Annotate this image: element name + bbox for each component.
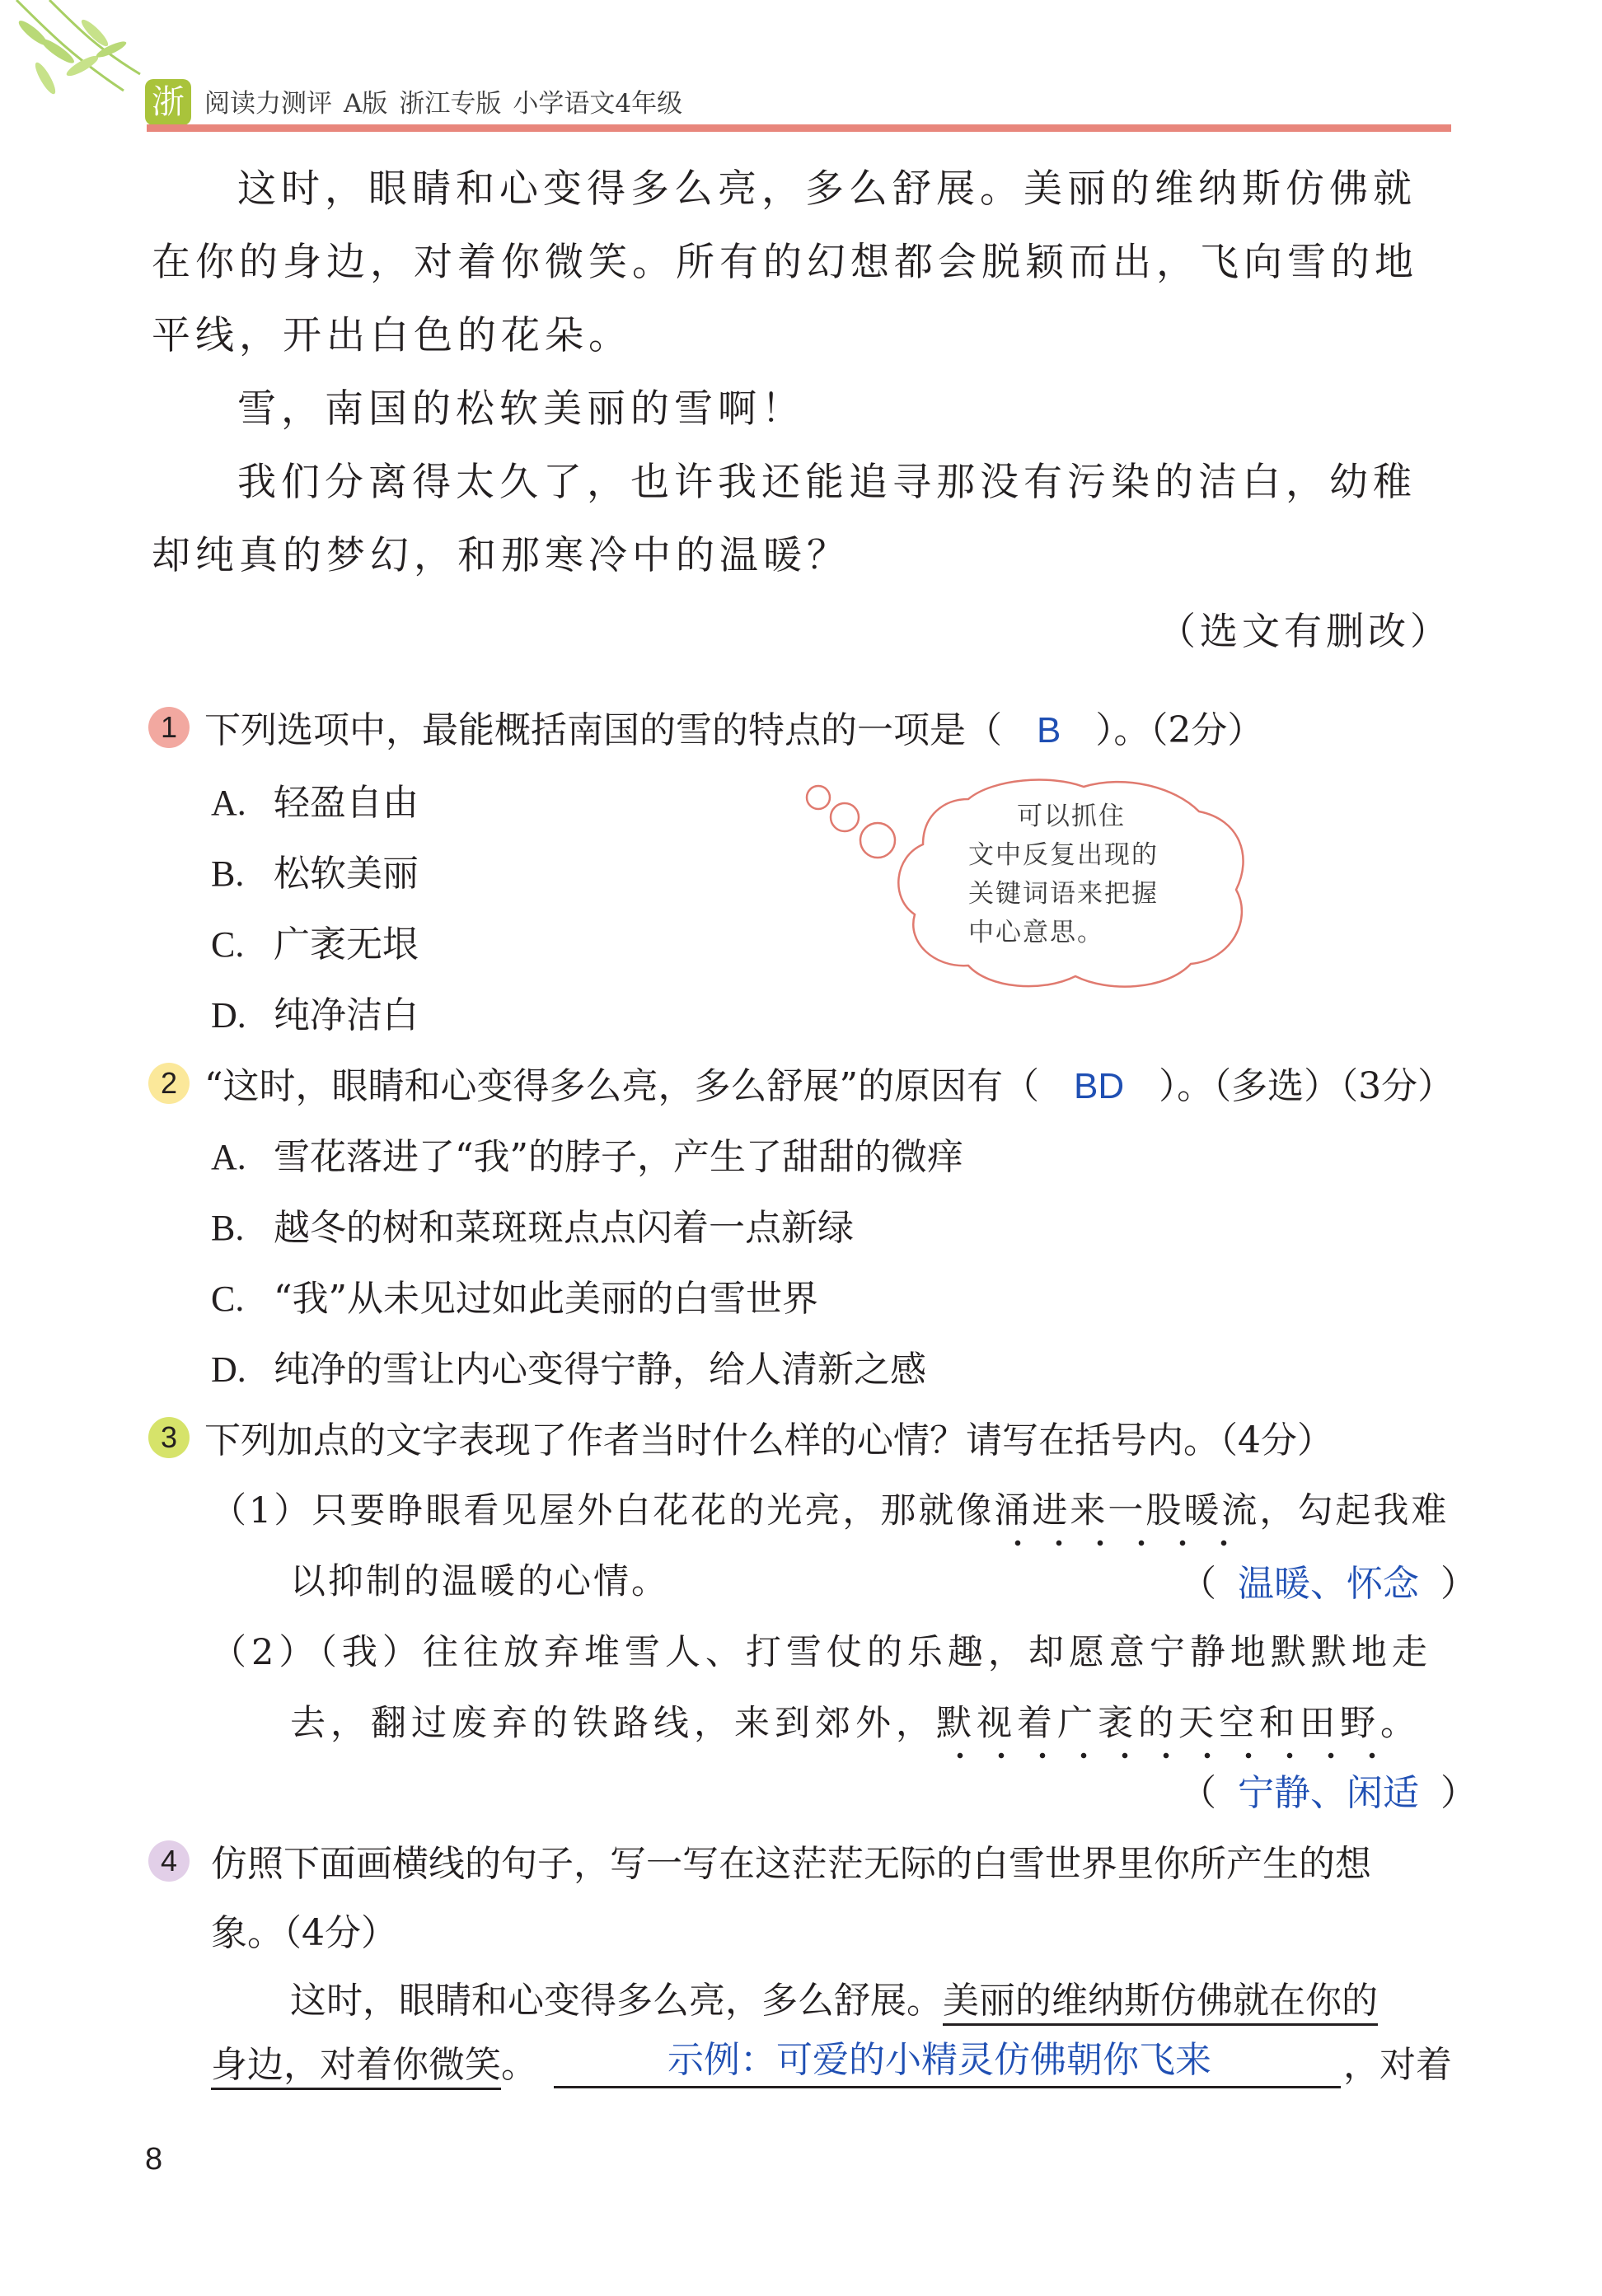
question-4-stem-line1: 仿照下面画横线的句子，写一写在这茫茫无际的白雪世界里你所产生的想 xyxy=(211,1843,1371,1885)
q3-sub1-dotted-text: 涌进来一股暖流 xyxy=(994,1490,1260,1531)
question-1-stem: 下列选项中，最能概括南国的雪的特点的一项是（ B ）。（2分） xyxy=(204,709,1264,751)
question-3-stem: 下列加点的文字表现了作者当时什么样的心情？请写在括号内。（4分） xyxy=(204,1419,1333,1461)
q4-model-line1: 这时，眼睛和心变得多么亮，多么舒展。美丽的维纳斯仿佛就在你的 xyxy=(290,1971,1378,2023)
q2-option-d: D. 纯净的雪让内心变得宁静，给人清新之感 xyxy=(211,1349,926,1391)
question-2-number: 2 xyxy=(148,1063,190,1104)
q4-answer-blank xyxy=(554,2086,1341,2088)
q2-option-a: A. 雪花落进了“我”的脖子，产生了甜甜的微痒 xyxy=(211,1136,963,1178)
q3-sub2-line2: 去，翻过废弃的铁路线，来到郊外，默视着广袤的天空和田野。 xyxy=(290,1703,1421,1744)
q3-sub2-answer: 宁静、闲适 xyxy=(1238,1773,1419,1813)
q2-option-b: B. 越冬的树和菜斑斑点点闪着一点新绿 xyxy=(211,1207,854,1249)
q3-sub1-answer: 温暖、怀念 xyxy=(1238,1564,1419,1604)
header-region: 浙江专版 xyxy=(399,89,502,119)
region-badge: 浙 xyxy=(145,79,191,125)
q4-model-underlined-1: 美丽的维纳斯仿佛就在你的 xyxy=(943,1980,1378,2026)
q3-sub1-line1: （1）只要睁眼看见屋外白花花的光亮，那就像涌进来一股暖流，勾起我难 xyxy=(211,1490,1450,1531)
book-header xyxy=(204,82,694,119)
q3-sub2-dotted-text: 默视着广袤的天空和田野 xyxy=(936,1703,1380,1744)
passage-paragraph-1: 这时，眼睛和心变得多么亮，多么舒展。美丽的维纳斯仿佛就在你的身边，对着你微笑。所有的幻想都会脱颖而出，飞向雪的地平线，开出白色的花朵。 xyxy=(152,166,1418,358)
page-number: 8 xyxy=(145,2142,163,2177)
q2-option-c: C. “我”从未见过如此美丽的白雪世界 xyxy=(211,1278,818,1320)
willow-leaf-decoration xyxy=(0,0,190,157)
q4-tail: ，对着 xyxy=(1343,2044,1452,2086)
q1-option-b: B. 松软美丽 xyxy=(211,853,419,895)
question-4-stem-line2: 象。（4分） xyxy=(211,1912,397,1954)
header-subject: 小学语文4年级 xyxy=(513,89,683,119)
tip-text: 可以抓住 文中反复出现的 关键词语来把握 中心意思。 xyxy=(968,802,1159,947)
question-2-answer: BD xyxy=(1074,1066,1125,1106)
question-2-stem: “这时，眼睛和心变得多么亮，多么舒展”的原因有（ BD ）。（多选）（3分） xyxy=(204,1065,1454,1107)
passage-paragraph-2: 雪，南国的松软美丽的雪啊！ xyxy=(237,386,805,432)
q3-sub1-line2: 以抑制的温暖的心情。 xyxy=(290,1561,669,1602)
question-1-answer: B xyxy=(1037,710,1061,751)
passage-paragraph-3: 我们分离得太久了，也许我还能追寻那没有污染的洁白，幼稚却纯真的梦幻，和那寒冷中的温暖？ xyxy=(152,460,1417,578)
q3-sub2-answer-box: （ 宁静、闲适 ） xyxy=(1180,1772,1477,1814)
q1-option-c: C. 广袤无垠 xyxy=(211,924,419,966)
header-series: 阅读力测评 xyxy=(204,89,332,119)
header-rule xyxy=(147,124,1451,132)
header-edition: A版 xyxy=(344,89,388,119)
question-4-number: 4 xyxy=(148,1840,190,1882)
q4-model-line2: 身边，对着你微笑。 xyxy=(211,2035,537,2088)
q3-sub1-answer-box: （ 温暖、怀念 ） xyxy=(1180,1563,1477,1605)
q1-option-d: D. 纯净洁白 xyxy=(211,994,419,1036)
q4-answer: 示例：可爱的小精灵仿佛朝你飞来 xyxy=(668,2040,1211,2080)
question-1-number: 1 xyxy=(148,707,190,748)
source-note: （选文有删改） xyxy=(1158,609,1452,653)
q3-sub2-line1: （2）（我）往往放弃堆雪人、打雪仗的乐趣，却愿意宁静地默默地走 xyxy=(211,1632,1432,1673)
question-3-number: 3 xyxy=(148,1417,190,1458)
q1-option-a: A. 轻盈自由 xyxy=(211,782,419,824)
q4-model-underlined-2: 身边，对着你微笑 xyxy=(211,2044,501,2090)
